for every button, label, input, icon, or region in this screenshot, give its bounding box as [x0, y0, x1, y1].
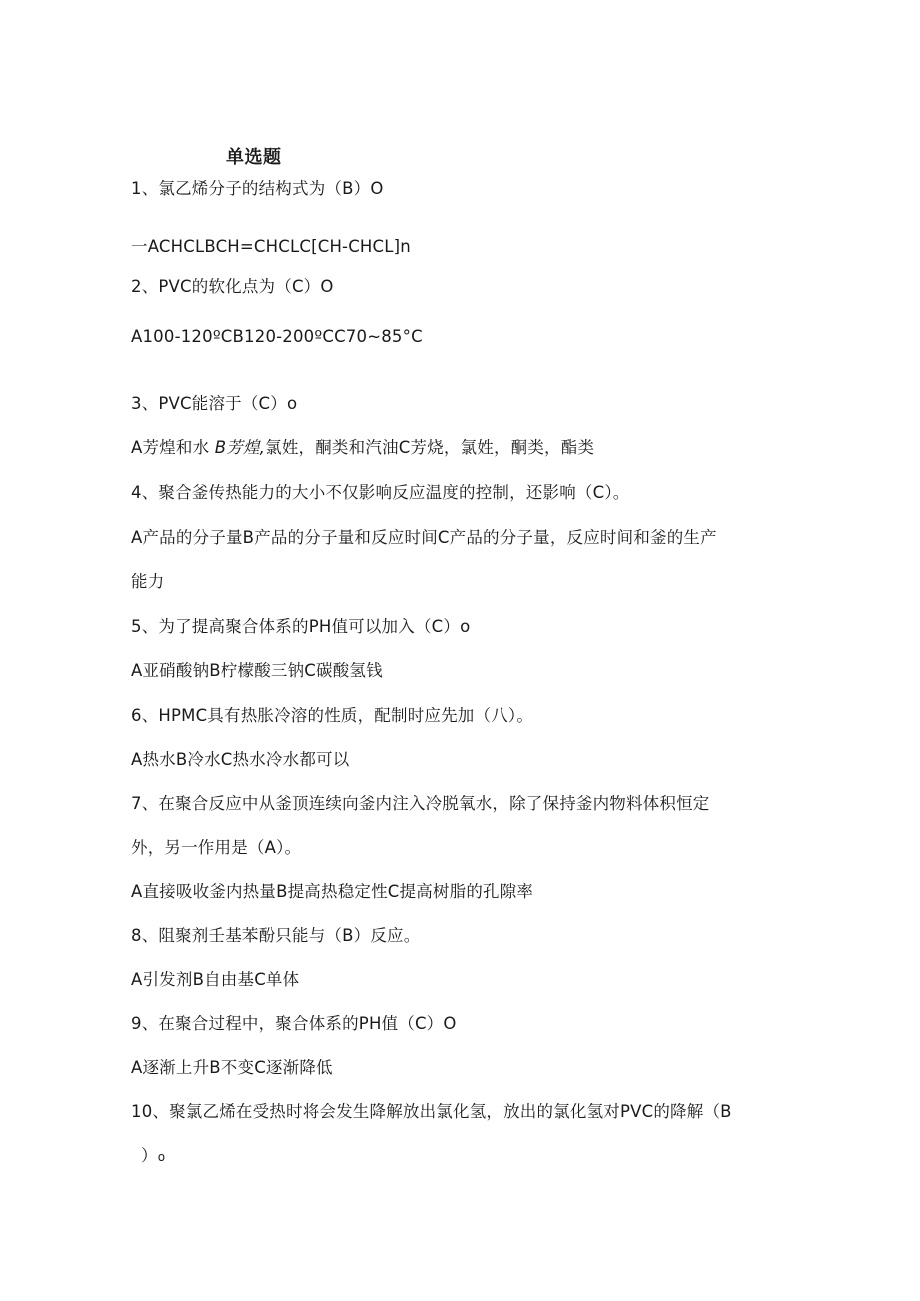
- section-title: 单选题: [226, 147, 282, 168]
- question-7-options: A直接吸收釜内热量B提高热稳定性C提高树脂的孔隙率: [131, 882, 534, 901]
- question-5-options: A亚硝酸钠B柠檬酸三钠C碳酸氢钱: [131, 661, 383, 680]
- question-7-cont: 外，另一作用是（A）。: [131, 838, 302, 857]
- question-2-options: A100-120ºCB120-200ºCC70~85°C: [131, 327, 423, 346]
- question-10: 10、聚氯乙烯在受热时将会发生降解放出氯化氢，放出的氯化氢对PVC的降解（B: [131, 1102, 732, 1121]
- question-4-options-cont: 能力: [131, 572, 165, 591]
- question-1: 1、氯乙烯分子的结构式为（B）O: [131, 179, 384, 198]
- question-10-cont: [141, 1145, 165, 1168]
- question-2: 2、PVC的软化点为（C）O: [131, 277, 334, 296]
- question-3-option-c: 氯姓，酮类和汽油C芳烧，氯姓，酮类，酯类: [265, 438, 595, 457]
- question-4: 4、聚合釜传热能力的大小不仅影响反应温度的控制，还影响（C）。: [131, 483, 630, 502]
- question-10-end: o: [157, 1150, 166, 1164]
- question-3-option-b: B芳煌,: [214, 438, 266, 457]
- question-10-paren: ）: [141, 1146, 158, 1165]
- question-4-options: A产品的分子量B产品的分子量和反应时间C产品的分子量，反应时间和釜的生产: [131, 528, 717, 547]
- question-6-options: A热水B冷水C热水冷水都可以: [131, 750, 350, 769]
- question-9-options: A逐渐上升B不变C逐渐降低: [131, 1058, 333, 1077]
- question-3: 3、PVC能溶于（C）o: [131, 394, 298, 413]
- question-7: 7、在聚合反应中从釜顶连续向釜内注入冷脱氧水，除了保持釜内物料体积恒定: [131, 794, 710, 813]
- question-9: 9、在聚合过程中，聚合体系的PH值（C）O: [131, 1014, 457, 1033]
- question-1-options: 一ACHCLBCH=CHCLC[CH-CHCL]n: [131, 237, 411, 256]
- question-3-options: [131, 437, 594, 459]
- question-5: 5、为了提高聚合体系的PH值可以加入（C）o: [131, 617, 471, 636]
- question-8-options: A引发剂B自由基C单体: [131, 970, 300, 989]
- question-3-option-a: A芳煌和水: [131, 438, 210, 457]
- question-6: 6、HPMC具有热胀冷溶的性质，配制时应先加（八）。: [131, 706, 534, 725]
- question-8: 8、阻聚剂壬基苯酚只能与（B）反应。: [131, 926, 421, 945]
